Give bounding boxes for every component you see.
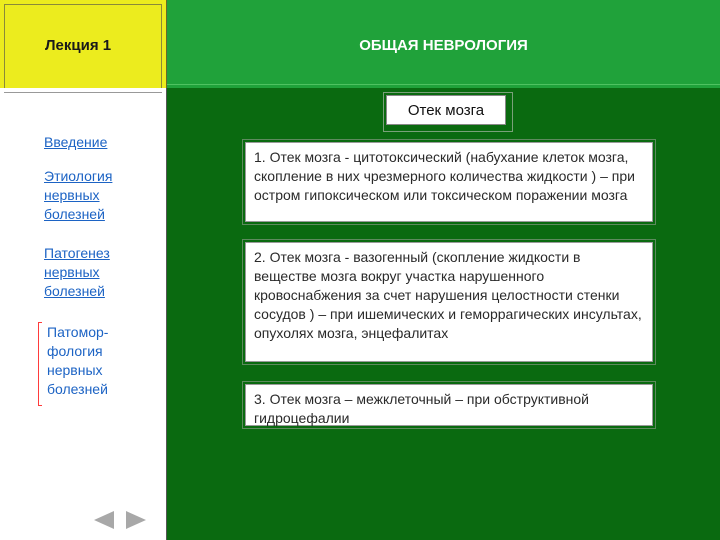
header-divider [167, 84, 720, 85]
card-cytotoxic-edema: 1. Отек мозга - цитотоксический (набухание клеток мозга, скопление в них чрезмерного количества жидкости ) – при остром гипоксическом или токсическом поражении мозга [245, 142, 653, 222]
topic-title: Отек мозга [386, 95, 506, 125]
current-section-marker [38, 322, 42, 406]
triangle-right-icon[interactable] [126, 511, 146, 529]
lecture-number: Лекция 1 [45, 37, 112, 54]
card-vasogenic-edema: 2. Отек мозга - вазогенный (скопление жидкости в веществе мозга вокруг участка нарушенного кровоснабжения за счет нарушения целостности стенки сосудов ) – при ишемических и геморрагических инсультах, опухолях мозга, энцефалитах [245, 242, 653, 362]
sidebar-item-pathogenesis[interactable]: Патогенез нервных болезней [44, 245, 110, 299]
sidebar-item-pathomorphology[interactable]: Патомор-фология нервных болезней [47, 324, 109, 397]
slide-navigation [94, 511, 146, 529]
sidebar-item-etiology[interactable]: Этиология нервных болезней [44, 168, 113, 222]
course-title: ОБЩАЯ НЕВРОЛОГИЯ [359, 37, 528, 54]
sidebar-item-introduction[interactable]: Введение [44, 134, 108, 150]
header-title-panel [167, 0, 720, 88]
header-lecture-panel [0, 0, 167, 88]
sidebar [0, 88, 167, 540]
main-content [167, 88, 720, 540]
card-interstitial-edema: 3. Отек мозга – межклеточный – при обструктивной гидроцефалии [245, 384, 653, 426]
triangle-left-icon[interactable] [94, 511, 114, 529]
sidebar-divider [4, 92, 162, 93]
